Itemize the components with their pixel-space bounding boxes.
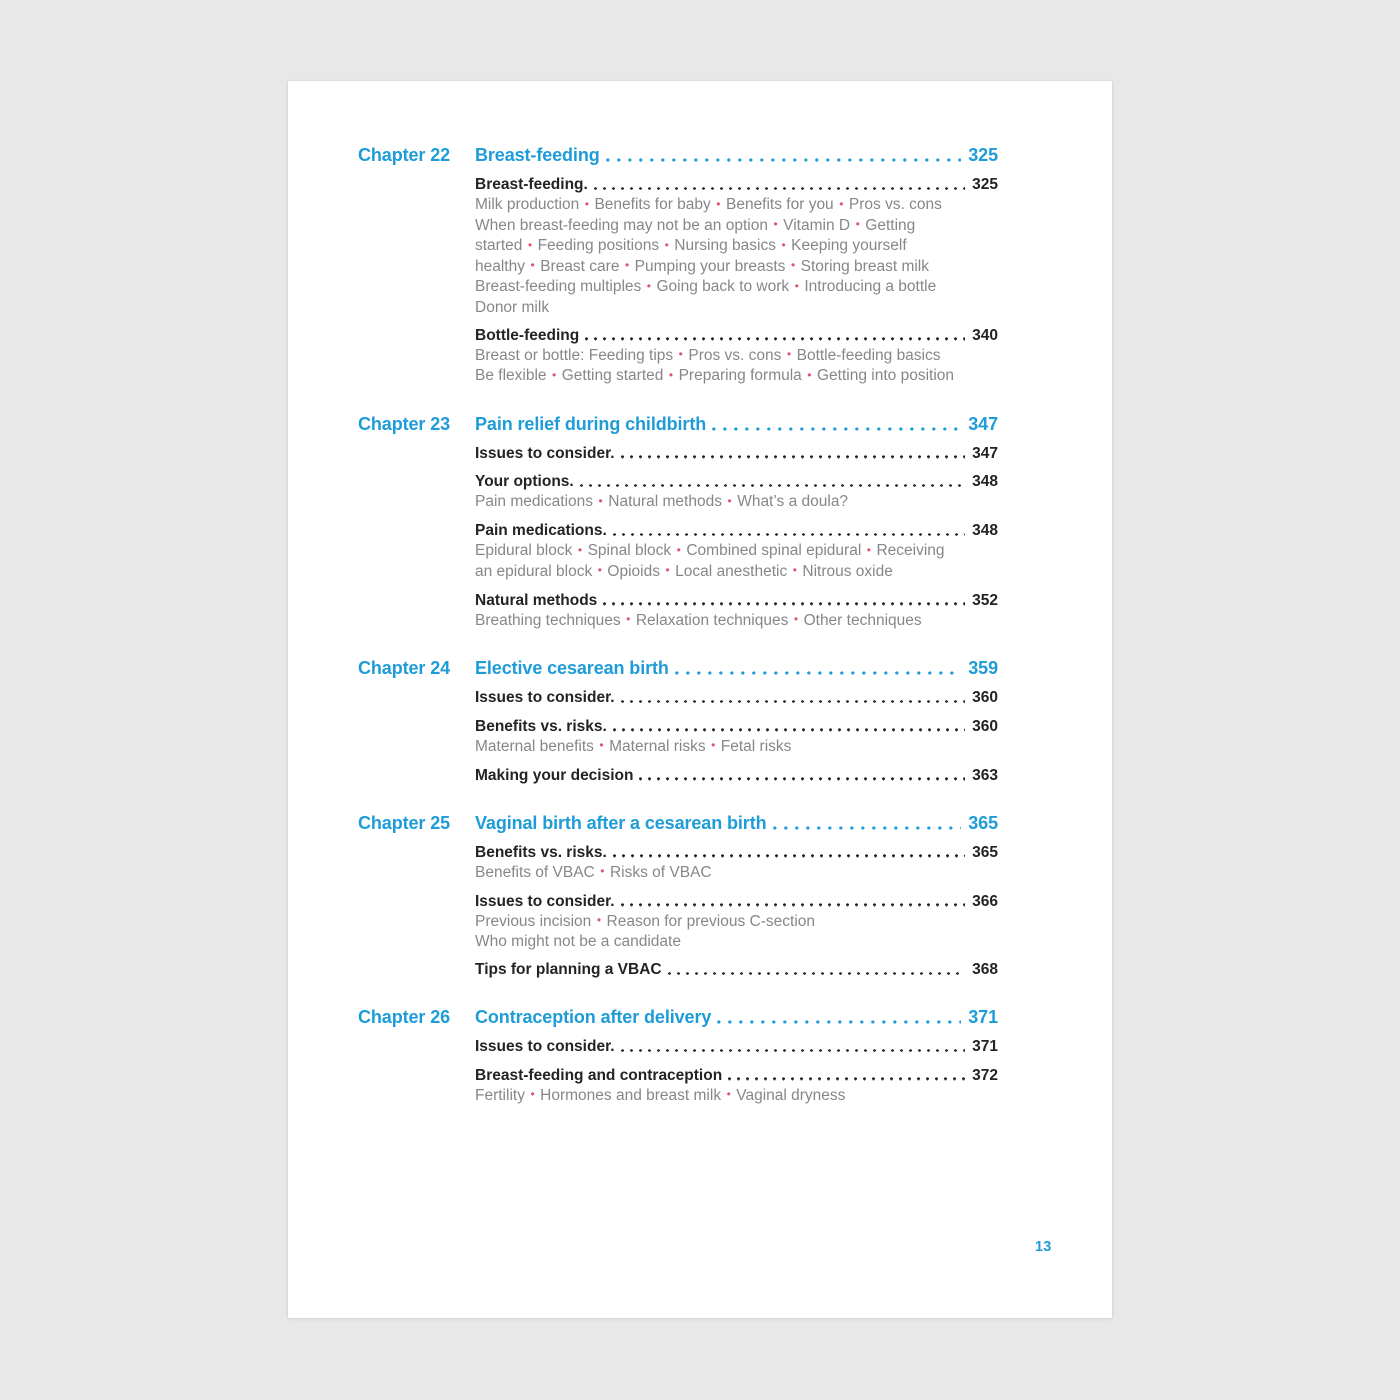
chapter-heading-row bbox=[358, 413, 998, 435]
dot-leader bbox=[585, 337, 965, 340]
section-page-number: 366 bbox=[972, 892, 998, 910]
toc-chapter bbox=[358, 1006, 998, 1106]
dot-leader bbox=[613, 728, 965, 731]
toc-chapter bbox=[358, 657, 998, 786]
section-page-number: 360 bbox=[972, 717, 998, 735]
dot-leader bbox=[621, 1049, 966, 1052]
topic-line: Epidural block • Spinal block • Combined spinal epidural • Receiving bbox=[475, 542, 945, 559]
dot-leader bbox=[580, 484, 965, 487]
topic-line: Be flexible • Getting started • Preparing formula • Getting into position bbox=[475, 367, 955, 384]
bullet-separator-icon: • bbox=[665, 563, 670, 577]
bullet-separator-icon: • bbox=[599, 738, 604, 752]
chapter-title: Elective cesarean birth bbox=[475, 658, 669, 678]
dot-leader bbox=[606, 158, 962, 162]
bullet-separator-icon: • bbox=[793, 612, 799, 626]
section-title: Issues to consider. bbox=[475, 444, 615, 462]
bullet-separator-icon: • bbox=[668, 367, 674, 382]
section-title: Issues to consider. bbox=[475, 689, 615, 706]
section-page-number: 363 bbox=[972, 766, 998, 784]
section-page-number: 348 bbox=[972, 473, 998, 490]
toc-section bbox=[475, 1037, 998, 1057]
section-title-row bbox=[475, 1037, 998, 1057]
section-title-row bbox=[475, 175, 998, 195]
bullet-separator-icon: • bbox=[866, 542, 871, 557]
bullet-separator-icon: • bbox=[624, 258, 630, 272]
toc-section bbox=[475, 326, 998, 387]
chapter-sections bbox=[475, 444, 998, 632]
bullet-separator-icon: • bbox=[790, 258, 796, 272]
toc-chapter bbox=[358, 144, 998, 387]
chapter-heading-row bbox=[358, 1006, 998, 1028]
toc-section bbox=[475, 472, 998, 513]
chapter-title: Pain relief during childbirth bbox=[475, 413, 707, 434]
topic-line: an epidural block • Opioids • Local anesthetic • Nitrous oxide bbox=[475, 562, 893, 580]
chapter-page-number: 325 bbox=[968, 145, 998, 165]
section-topics bbox=[475, 1086, 998, 1107]
section-title-row bbox=[475, 717, 998, 737]
bullet-separator-icon: • bbox=[676, 542, 681, 557]
bullet-separator-icon: • bbox=[530, 1087, 535, 1101]
section-page-number: 340 bbox=[972, 326, 998, 344]
section-title: Making your decision bbox=[475, 766, 634, 784]
dot-leader bbox=[639, 777, 965, 780]
bullet-separator-icon: • bbox=[584, 196, 589, 211]
topic-line: Pain medications • Natural methods • What’s a doula? bbox=[475, 493, 849, 510]
section-topics bbox=[475, 195, 998, 317]
section-topics bbox=[475, 541, 998, 582]
section-title-row bbox=[475, 766, 998, 786]
dot-leader bbox=[613, 854, 965, 857]
section-topics bbox=[475, 346, 998, 387]
bullet-separator-icon: • bbox=[773, 217, 778, 231]
toc-section bbox=[475, 843, 998, 884]
section-title-row bbox=[475, 1066, 998, 1086]
section-title-row bbox=[475, 444, 998, 464]
topic-line: Breast-feeding multiples • Going back to work • Introducing a bottle bbox=[475, 278, 937, 295]
chapter-label: Chapter 25 bbox=[358, 812, 451, 833]
bullet-separator-icon: • bbox=[726, 1087, 731, 1101]
dot-leader bbox=[668, 972, 966, 975]
section-page-number: 348 bbox=[972, 522, 998, 539]
chapter-title-row bbox=[475, 1006, 998, 1028]
dot-leader bbox=[603, 602, 965, 605]
section-page-number: 365 bbox=[972, 843, 998, 861]
section-title: Natural methods bbox=[475, 591, 598, 609]
toc-section bbox=[475, 591, 998, 632]
bullet-separator-icon: • bbox=[794, 278, 799, 293]
bullet-separator-icon: • bbox=[727, 493, 732, 508]
bullet-separator-icon: • bbox=[577, 542, 583, 557]
dot-leader bbox=[712, 427, 961, 431]
chapter-heading-row bbox=[358, 657, 998, 679]
dot-leader bbox=[773, 826, 962, 830]
dot-leader bbox=[621, 903, 966, 906]
section-page-number: 352 bbox=[972, 591, 998, 609]
section-title: Issues to consider. bbox=[475, 892, 615, 910]
bullet-separator-icon: • bbox=[530, 258, 535, 272]
toc-section bbox=[475, 521, 998, 582]
section-page-number: 360 bbox=[972, 689, 998, 706]
bullet-separator-icon: • bbox=[646, 278, 651, 293]
section-topics bbox=[475, 863, 998, 884]
section-topics bbox=[475, 912, 998, 952]
topic-line: started • Feeding positions • Nursing basics • Keeping yourself bbox=[475, 237, 907, 254]
bullet-separator-icon: • bbox=[552, 367, 557, 382]
section-topics bbox=[475, 737, 998, 758]
chapter-title-row bbox=[475, 144, 998, 166]
chapter-title-row bbox=[475, 812, 998, 834]
table-of-contents bbox=[288, 81, 1112, 1106]
topic-line: Who might not be a candidate bbox=[475, 933, 681, 950]
bullet-separator-icon: • bbox=[786, 347, 792, 361]
chapter-page-number: 347 bbox=[968, 413, 998, 434]
section-title-row bbox=[475, 688, 998, 708]
chapter-label: Chapter 26 bbox=[358, 1007, 451, 1027]
section-title: Benefits vs. risks. bbox=[475, 717, 607, 735]
dot-leader bbox=[621, 700, 966, 703]
section-title: Pain medications. bbox=[475, 522, 607, 539]
dot-leader bbox=[717, 1020, 961, 1024]
section-page-number: 347 bbox=[972, 444, 998, 462]
section-title-row bbox=[475, 843, 998, 863]
toc-section bbox=[475, 1066, 998, 1107]
topic-line: Fertility • Hormones and breast milk • Vaginal dryness bbox=[475, 1086, 846, 1104]
toc-section bbox=[475, 175, 998, 317]
section-title-row bbox=[475, 472, 998, 492]
section-title: Issues to consider. bbox=[475, 1038, 615, 1055]
chapter-page-number: 359 bbox=[968, 658, 998, 678]
toc-section bbox=[475, 717, 998, 758]
bullet-separator-icon: • bbox=[807, 367, 812, 382]
toc-section bbox=[475, 688, 998, 708]
bullet-separator-icon: • bbox=[597, 563, 602, 577]
bullet-separator-icon: • bbox=[716, 196, 721, 211]
section-page-number: 372 bbox=[972, 1066, 998, 1084]
chapter-title: Vaginal birth after a cesarean birth bbox=[475, 812, 767, 833]
section-title: Breast-feeding. bbox=[475, 176, 588, 193]
toc-chapter bbox=[358, 413, 998, 632]
bullet-separator-icon: • bbox=[855, 217, 860, 231]
chapter-sections bbox=[475, 1037, 998, 1106]
bullet-separator-icon: • bbox=[664, 237, 669, 252]
section-title: Your options. bbox=[475, 473, 574, 490]
page-number-folio: 13 bbox=[1035, 1239, 1052, 1255]
section-title-row bbox=[475, 326, 998, 346]
bullet-separator-icon: • bbox=[626, 612, 631, 626]
toc-section bbox=[475, 766, 998, 786]
chapter-label: Chapter 22 bbox=[358, 145, 451, 165]
topic-line: Breast or bottle: Feeding tips • Pros vs. cons • Bottle-feeding basics bbox=[475, 346, 941, 364]
chapter-title: Breast-feeding bbox=[475, 145, 600, 165]
chapter-page-number: 365 bbox=[968, 812, 998, 833]
bullet-separator-icon: • bbox=[839, 196, 844, 211]
chapter-label: Chapter 24 bbox=[358, 658, 451, 678]
topic-line: Donor milk bbox=[475, 298, 550, 316]
chapter-heading-row bbox=[358, 144, 998, 166]
chapter-page-number: 371 bbox=[968, 1007, 998, 1027]
bullet-separator-icon: • bbox=[596, 913, 602, 927]
topic-line: When breast-feeding may not be an option • Vitamin D • Getting bbox=[475, 216, 916, 234]
dot-leader bbox=[594, 187, 965, 190]
bullet-separator-icon: • bbox=[527, 237, 533, 252]
topic-line: Breathing techniques • Relaxation techniques • Other techniques bbox=[475, 611, 922, 629]
bullet-separator-icon: • bbox=[598, 493, 603, 508]
topic-line: Maternal benefits • Maternal risks • Fetal risks bbox=[475, 737, 792, 755]
section-title: Tips for planning a VBAC bbox=[475, 961, 662, 978]
chapter-title-row bbox=[475, 413, 998, 435]
section-page-number: 368 bbox=[972, 961, 998, 978]
chapter-sections bbox=[475, 843, 998, 981]
dot-leader bbox=[621, 455, 966, 458]
toc-section bbox=[475, 444, 998, 464]
section-title-row bbox=[475, 892, 998, 912]
section-title-row bbox=[475, 591, 998, 611]
dot-leader bbox=[613, 533, 965, 536]
chapter-title: Contraception after delivery bbox=[475, 1007, 712, 1027]
chapter-label: Chapter 23 bbox=[358, 413, 451, 434]
dot-leader bbox=[728, 1077, 965, 1080]
chapter-heading-row bbox=[358, 812, 998, 834]
section-title-row bbox=[475, 960, 998, 980]
topic-line: Benefits of VBAC • Risks of VBAC bbox=[475, 863, 712, 881]
section-title-row bbox=[475, 521, 998, 541]
topic-line: Previous incision • Reason for previous C-section bbox=[475, 912, 816, 930]
bullet-separator-icon: • bbox=[792, 563, 797, 577]
topic-line: healthy • Breast care • Pumping your breasts • Storing breast milk bbox=[475, 257, 929, 275]
chapter-title-row bbox=[475, 657, 998, 679]
bullet-separator-icon: • bbox=[781, 237, 786, 252]
book-toc-page bbox=[288, 81, 1112, 1318]
bullet-separator-icon: • bbox=[600, 864, 605, 878]
section-topics bbox=[475, 492, 998, 513]
toc-chapter bbox=[358, 812, 998, 981]
section-title: Benefits vs. risks. bbox=[475, 843, 607, 861]
bullet-separator-icon: • bbox=[711, 738, 716, 752]
topic-line: Milk production • Benefits for baby • Benefits for you • Pros vs. cons bbox=[475, 196, 942, 213]
toc-section bbox=[475, 960, 998, 980]
section-page-number: 325 bbox=[972, 176, 998, 193]
section-page-number: 371 bbox=[972, 1038, 998, 1055]
toc-section bbox=[475, 892, 998, 952]
chapter-sections bbox=[475, 175, 998, 387]
bullet-separator-icon: • bbox=[678, 347, 683, 361]
chapter-sections bbox=[475, 688, 998, 786]
section-title: Bottle-feeding bbox=[475, 326, 580, 344]
dot-leader bbox=[675, 671, 961, 675]
section-topics bbox=[475, 611, 998, 632]
section-title: Breast-feeding and contraception bbox=[475, 1066, 723, 1084]
